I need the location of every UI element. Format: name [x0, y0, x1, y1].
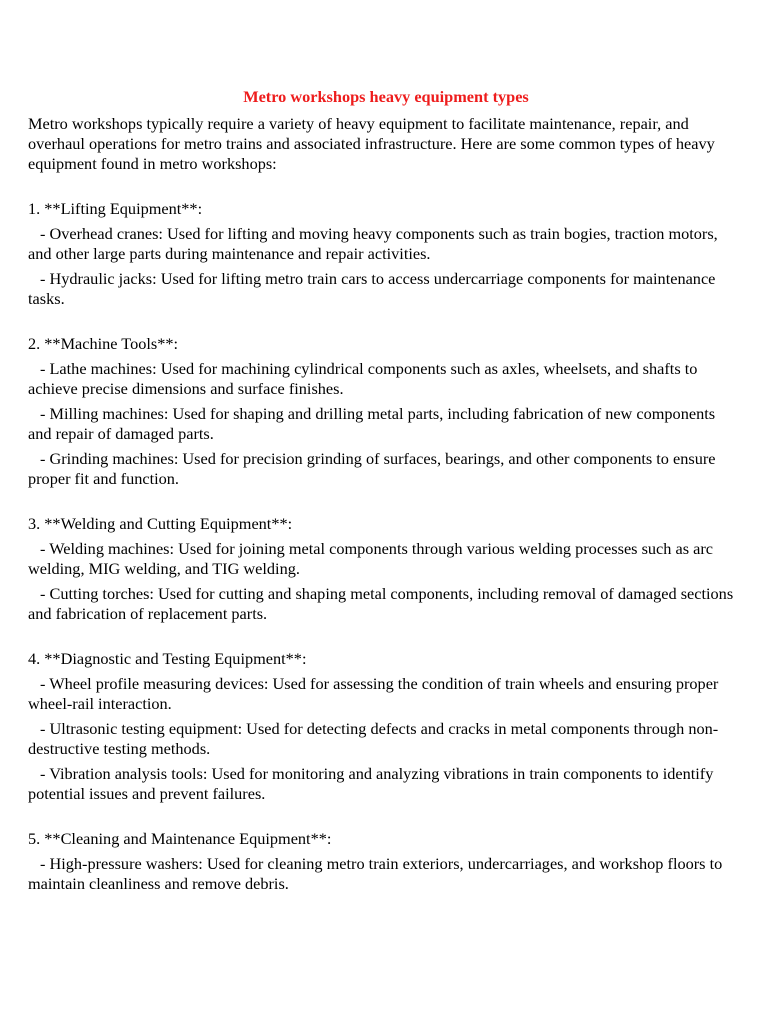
- section-heading: 2. **Machine Tools**:: [28, 334, 179, 353]
- list-item: - Grinding machines: Used for precision grinding of surfaces, bearings, and other components to ensure proper fit and function.: [28, 449, 716, 488]
- list-item: - Overhead cranes: Used for lifting and moving heavy components such as train bogies, traction motors, and other large parts during maintenance and repair activities.: [28, 224, 718, 263]
- section-welding-cutting: [28, 514, 740, 624]
- list-item: - Milling machines: Used for shaping and drilling metal parts, including fabrication of new components and repair of damaged parts.: [28, 404, 716, 443]
- list-item: - High-pressure washers: Used for cleaning metro train exteriors, undercarriages, and workshop floors to maintain cleanliness and remove debris.: [28, 854, 723, 893]
- section-heading: 5. **Cleaning and Maintenance Equipment**:: [28, 829, 332, 848]
- document-title: Metro workshops heavy equipment types: [243, 87, 529, 106]
- section-cleaning-maintenance: [28, 829, 740, 894]
- list-item: - Wheel profile measuring devices: Used for assessing the condition of train wheels and ensuring proper wheel-rail interaction.: [28, 674, 719, 713]
- document-page: [28, 86, 740, 899]
- intro-paragraph: Metro workshops typically require a variety of heavy equipment to facilitate maintenance, repair, and overhaul operations for metro trains and associated infrastructure. Here are some common types of heavy equipment found in metro workshops:: [28, 114, 715, 173]
- section-lifting-equipment: [28, 199, 740, 309]
- section-diagnostic-testing: [28, 649, 740, 804]
- list-item: - Hydraulic jacks: Used for lifting metro train cars to access undercarriage components for maintenance tasks.: [28, 269, 716, 308]
- section-machine-tools: [28, 334, 740, 489]
- section-heading: 1. **Lifting Equipment**:: [28, 199, 203, 218]
- list-item: - Welding machines: Used for joining metal components through various welding processes such as arc welding, MIG welding, and TIG welding.: [28, 539, 713, 578]
- list-item: - Cutting torches: Used for cutting and shaping metal components, including removal of damaged sections and fabrication of replacement parts.: [28, 584, 734, 623]
- list-item: - Ultrasonic testing equipment: Used for detecting defects and cracks in metal components through non-destructive testing methods.: [28, 719, 719, 758]
- section-heading: 3. **Welding and Cutting Equipment**:: [28, 514, 293, 533]
- section-heading: 4. **Diagnostic and Testing Equipment**:: [28, 649, 307, 668]
- list-item: - Vibration analysis tools: Used for monitoring and analyzing vibrations in train components to identify potential issues and prevent failures.: [28, 764, 714, 803]
- list-item: - Lathe machines: Used for machining cylindrical components such as axles, wheelsets, and shafts to achieve precise dimensions and surface finishes.: [28, 359, 698, 398]
